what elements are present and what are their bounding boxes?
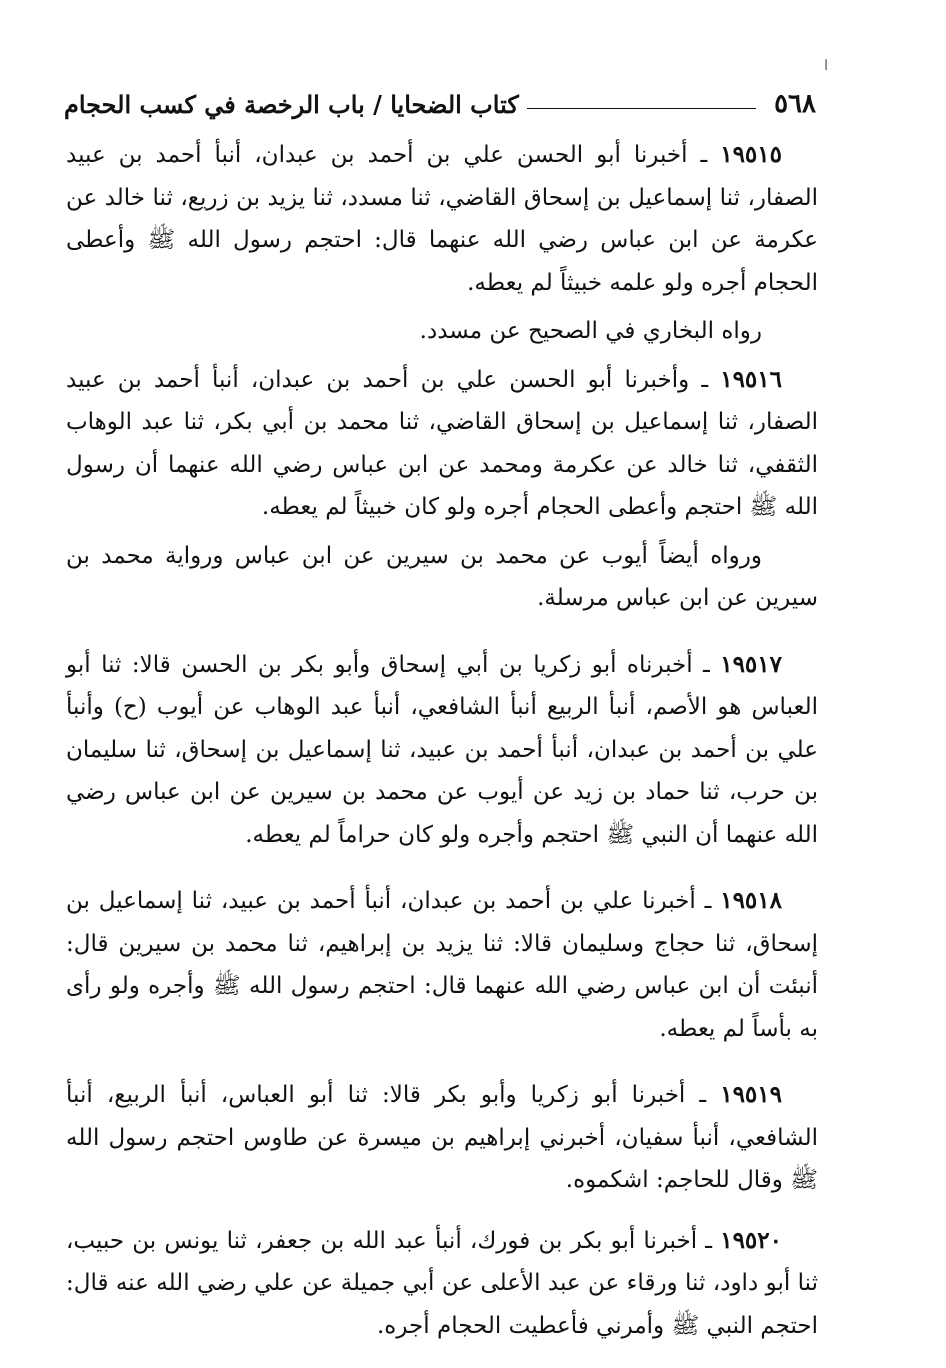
hadith-number: ١٩٥١٨ [720, 887, 782, 914]
hadith-19519 [66, 1074, 818, 1202]
hadith-19517 [66, 644, 818, 857]
narration-note: ورواه أيضاً أيوب عن محمد بن سيرين عن ابن عباس ورواية محمد بن سيرين عن ابن عباس مرسلة. [66, 542, 818, 611]
hadith-text: ـ أخبرناه أبو زكريا بن أبي إسحاق وأبو بكر بن الحسن قالا: ثنا أبو العباس هو الأصم، أنبأ الربيع أنبأ الشافعي، أنبأ عبد الوهاب عن أيوب (ح) وأنبأ علي بن أحمد بن عبدان، أنبأ أحمد بن عبيد، ثنا إسماعيل بن إسحاق، ثنا سليمان بن حرب، ثنا حماد بن زيد عن أيوب عن محمد بن سيرين عن ابن عباس رضي الله عنهما أن النبي ﷺ احتجم وأجره ولو كان حراماً لم يعطه. [66, 651, 818, 848]
running-title: كتاب الضحايا / باب الرخصة في كسب الحجام [64, 89, 519, 119]
hadith-number: ١٩٥١٥ [720, 141, 782, 168]
hadith-text: ـ أخبرنا علي بن أحمد بن عبدان، أنبأ أحمد بن عبيد، ثنا إسماعيل بن إسحاق، ثنا حجاج وسليمان قالا: ثنا يزيد بن إبراهيم، ثنا محمد بن سيرين قال: أنبئت أن ابن عباس رضي الله عنهما قال: احتجم رسول الله ﷺ وأجره ولو رأى به بأساً لم يعطه. [66, 888, 818, 1042]
hadith-text: ـ أخبرنا أبو الحسن علي بن أحمد بن عبدان، أنبأ أحمد بن عبيد الصفار، ثنا إسماعيل بن إسحاق القاضي، ثنا مسدد، ثنا يزيد بن زريع، ثنا خالد عن عكرمة عن ابن عباس رضي الله عنهما قال: احتجم رسول الله ﷺ وأعطى الحجام أجره ولو علمه خبيثاً لم يعطه. [66, 142, 818, 296]
hadith-number: ١٩٥٢٠ [720, 1226, 782, 1254]
hadith-number: ١٩٥١٩ [720, 1081, 782, 1108]
page-number: ٥٦٨ [774, 89, 816, 119]
hadith-19516 [66, 359, 818, 529]
page-body [66, 134, 818, 1347]
hadith-number: ١٩٥١٧ [720, 650, 782, 678]
header-rule [527, 108, 756, 109]
hadith-text: ـ أخبرنا أبو بكر بن فورك، أنبأ عبد الله بن جعفر، ثنا يونس بن حبيب، ثنا أبو داود، ثنا ورقاء عن عبد الأعلى عن أبي جميلة عن علي رضي الله عنه قال: احتجم النبي ﷺ وأمرني فأعطيت الحجام أجره. [66, 1227, 818, 1339]
narration-note: رواه البخاري في الصحيح عن مسدد. [419, 318, 762, 344]
hadith-text: ـ وأخبرنا أبو الحسن علي بن أحمد بن عبدان، أنبأ أحمد بن عبيد الصفار، ثنا إسماعيل بن إسحاق القاضي، ثنا محمد بن أبي بكر، ثنا عبد الوهاب الثقفي، ثنا خالد عن عكرمة ومحمد عن ابن عباس رضي الله عنهما أن رسول الله ﷺ احتجم وأعطى الحجام أجره ولو كان خبيثاً لم يعطه. [66, 366, 818, 520]
page-header [64, 84, 816, 124]
hadith-text: ـ أخبرنا أبو زكريا وأبو بكر قالا: ثنا أبو العباس، أنبأ الربيع، أنبأ الشافعي، أنبأ سفيان، أخبرني إبراهيم بن ميسرة عن طاوس احتجم رسول الله ﷺ وقال للحاجم: اشكموه. [66, 1082, 818, 1193]
hadith-19518 [66, 880, 818, 1050]
hadith-19515 [66, 134, 818, 304]
hadith-number: ١٩٥١٦ [720, 365, 782, 393]
hadith-19520 [66, 1220, 818, 1348]
corner-mark: ا [824, 58, 828, 74]
